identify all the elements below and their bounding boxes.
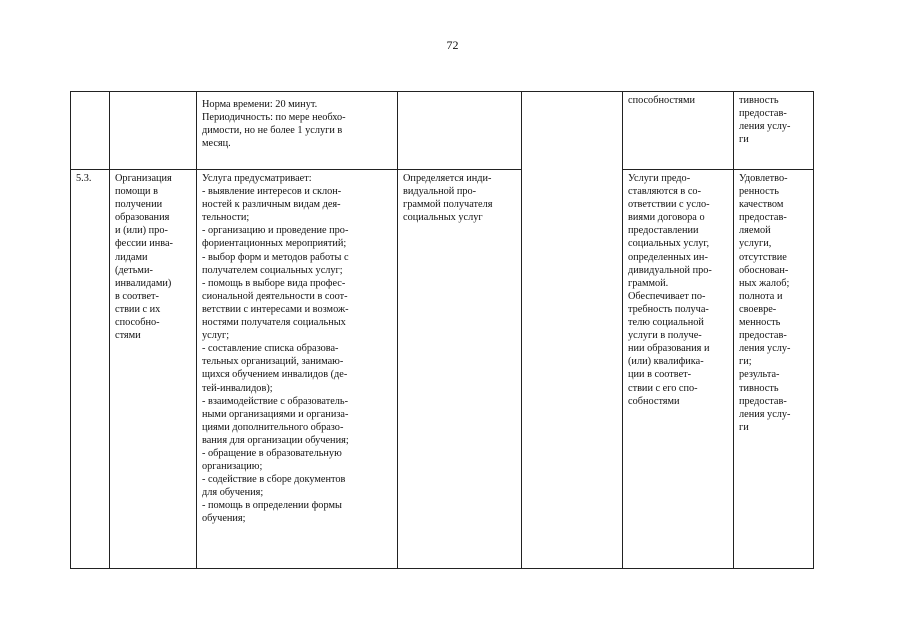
text-line: ления услу- — [739, 343, 791, 355]
text-line: социальных услуг — [403, 212, 483, 224]
text-line: - обращение в образовательную — [202, 447, 342, 459]
text-line: предоставлении — [628, 225, 699, 237]
text-line: образования — [115, 212, 170, 224]
text-line: услуги в получе- — [628, 330, 702, 342]
text-line: собностями — [628, 395, 680, 407]
text-line: ления услу- — [739, 408, 791, 420]
text-line: результа- — [739, 369, 780, 381]
text-line: ответствии с усло- — [628, 199, 710, 211]
cell-conditions — [398, 92, 522, 170]
cell-evaluation — [734, 92, 814, 170]
text-line: видуальной про- — [403, 186, 477, 198]
text-line: способностями — [628, 95, 696, 106]
cell-number: 5.3. — [71, 170, 110, 569]
text-line: Определяется инди- — [403, 173, 492, 184]
text-line: обучения; — [202, 513, 246, 525]
text-line: тивность — [739, 382, 779, 394]
text-line: - выявление интересов и склон- — [202, 186, 342, 198]
text-line: получателем социальных услуг; — [202, 264, 343, 276]
cell-conditions — [398, 170, 522, 569]
text-line: предостав- — [739, 108, 787, 120]
text-line: - содействие в сборе документов — [202, 474, 346, 486]
text-line: ляемой — [739, 225, 771, 237]
text-line: виями договора о — [628, 212, 705, 224]
text-line: Услуги предо- — [628, 173, 691, 184]
text-line: качеством — [739, 199, 784, 211]
cell-number — [71, 92, 110, 170]
text-line: инвалидами) — [115, 277, 172, 289]
text-line: услуги, — [739, 238, 772, 250]
cell-result — [623, 92, 734, 170]
text-line: тивность — [739, 95, 779, 106]
text-line: вания для организации обучения; — [202, 434, 349, 446]
text-line: в соответ- — [115, 290, 159, 302]
text-line: граммой получателя — [403, 199, 493, 211]
text-line: организацию; — [202, 461, 263, 473]
text-line: ления услу- — [739, 121, 791, 133]
text-line: ствии с их — [115, 303, 161, 315]
text-line: предостав- — [739, 330, 787, 342]
text-line: услуг; — [202, 330, 230, 342]
text-line: ствии с его спо- — [628, 382, 698, 394]
text-line: предостав- — [739, 395, 787, 407]
services-table — [70, 91, 814, 569]
text-line: требность получа- — [628, 303, 709, 315]
text-line: ностей к различным видам дея- — [202, 199, 341, 211]
text-line: ги — [739, 421, 749, 433]
text-line: (или) квалифика- — [628, 356, 704, 368]
text-line: стями — [115, 330, 141, 342]
text-line: тей-инвалидов); — [202, 382, 273, 394]
text-line: дивидуальной про- — [628, 264, 712, 276]
text-line: - организацию и проведение про- — [202, 225, 349, 237]
text-line: ностями получателя социальных — [202, 317, 346, 329]
text-line: Услуга предусматривает: — [202, 173, 312, 184]
text-line: предостав- — [739, 212, 787, 224]
text-line: ги — [739, 134, 749, 146]
text-line: способно- — [115, 317, 160, 329]
table-row-5-3 — [71, 170, 814, 569]
text-line: ции в соответ- — [628, 369, 692, 381]
text-line: - выбор форм и методов работы с — [202, 251, 349, 263]
cell-name — [110, 170, 197, 569]
text-line: димости, но не более 1 услуги в — [202, 125, 343, 137]
text-line: тельных организаций, занимаю- — [202, 356, 344, 368]
text-line: ветствии с интересами и возмож- — [202, 303, 349, 315]
text-line: социальных услуг, — [628, 238, 710, 250]
text-line: щихся обучением инвалидов (де- — [202, 369, 348, 381]
text-line: - взаимодействие с образователь- — [202, 395, 349, 407]
cell-deadline — [522, 92, 623, 569]
text-line: нии образования и — [628, 343, 710, 355]
table-row-continued — [71, 92, 814, 170]
text-line: ренность — [739, 186, 779, 198]
text-line: получении — [115, 199, 163, 211]
page-number: 72 — [446, 38, 459, 52]
cell-name — [110, 92, 197, 170]
cell-description — [197, 170, 398, 569]
text-line: Удовлетво- — [739, 173, 788, 184]
text-line: - помощь в выборе вида профес- — [202, 277, 346, 289]
text-line: Норма времени: 20 минут. — [202, 99, 318, 110]
text-line: ги; — [739, 356, 752, 368]
text-line: полнота и — [739, 290, 783, 302]
text-line: фессии инва- — [115, 238, 173, 250]
text-line: помощи в — [115, 186, 159, 198]
text-line: циями дополнительного образо- — [202, 421, 344, 433]
text-line: менность — [739, 317, 781, 329]
cell-description — [197, 92, 398, 170]
text-line: телю социальной — [628, 317, 704, 329]
text-line: определенных ин- — [628, 251, 708, 263]
cell-result — [623, 170, 734, 569]
text-line: Организация — [115, 173, 172, 184]
text-line: фориентационных мероприятий; — [202, 238, 347, 250]
text-line: месяц. — [202, 138, 231, 150]
text-line: - составление списка образова- — [202, 343, 339, 355]
text-line: ными организациями и организа- — [202, 408, 349, 420]
text-line: (детьми- — [115, 264, 153, 276]
text-line: Периодичность: по мере необхо- — [202, 112, 346, 124]
text-line: отсутствие — [739, 251, 787, 263]
text-line: обоснован- — [739, 264, 789, 276]
text-line: ных жалоб; — [739, 277, 790, 289]
text-line: Обеспечивает по- — [628, 290, 706, 302]
text-line: своевре- — [739, 303, 777, 315]
text-line: сиональной деятельности в соот- — [202, 290, 348, 302]
text-line: граммой. — [628, 277, 669, 289]
cell-evaluation — [734, 170, 814, 569]
text-line: лидами — [115, 251, 148, 263]
text-line: для обучения; — [202, 487, 264, 499]
text-line: и (или) про- — [115, 225, 168, 237]
text-line: ставляются в со- — [628, 186, 702, 198]
text-line: тельности; — [202, 212, 250, 224]
text-line: - помощь в определении формы — [202, 500, 342, 512]
